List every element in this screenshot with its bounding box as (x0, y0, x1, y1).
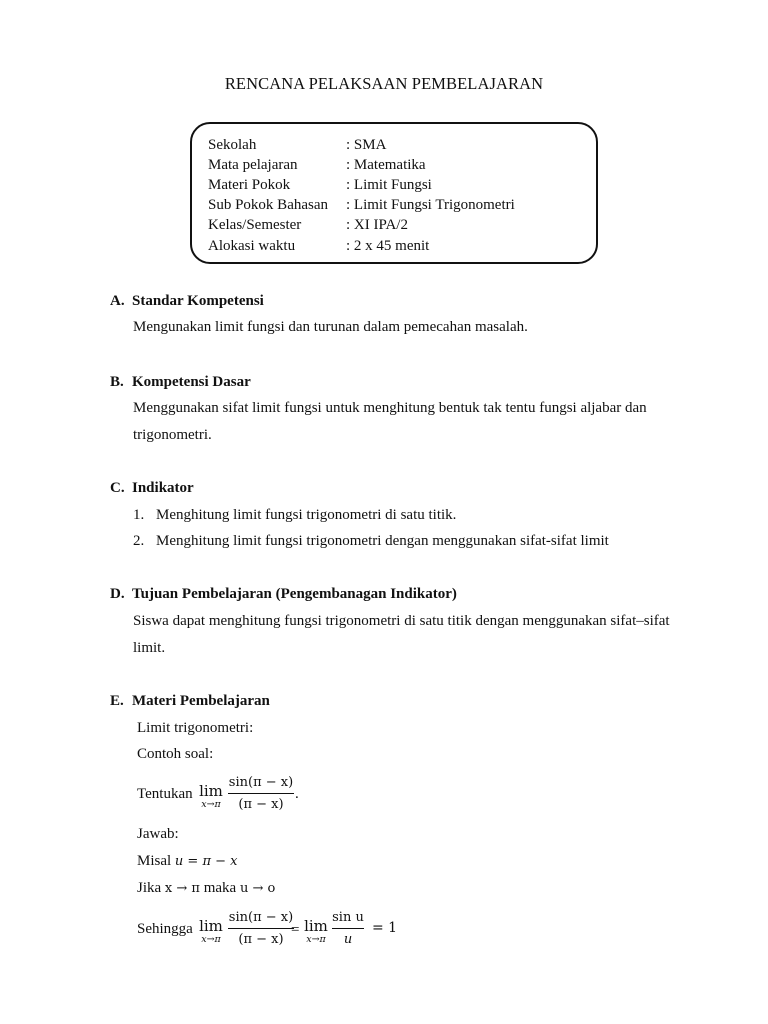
section-letter: D. (110, 586, 125, 602)
lim-word: lim (304, 917, 328, 935)
equals-sign: = (291, 922, 300, 938)
limit-operator (197, 919, 225, 945)
section-letter: E. (110, 693, 124, 709)
list-number: 1. (133, 507, 145, 523)
list-text: Menghitung limit fungsi trigonometri di satu titik. (156, 507, 457, 523)
section-title: Kompetensi Dasar (132, 374, 251, 390)
lim-subscript: x→π (201, 799, 221, 810)
section-a-text: Mengunakan limit fungsi dan turunan dalam pemecahan masalah. (133, 319, 528, 335)
fraction-numerator: sin(π − x) (228, 910, 294, 925)
maka-expression: u → o (239, 881, 276, 896)
limit-operator (302, 919, 330, 945)
section-letter: C. (110, 480, 125, 496)
fraction-denominator: (π − x) (238, 797, 284, 813)
list-number: 2. (133, 533, 145, 549)
fraction (228, 776, 294, 813)
section-d-text-line-2: limit. (133, 640, 166, 656)
info-value: : XI IPA/2 (346, 217, 408, 233)
jika-line (137, 879, 275, 897)
sehingga-label: Sehingga (137, 921, 193, 937)
section-d-text-line-1: Siswa dapat menghitung fungsi trigonometri di satu titik dengan menggunakan sifat–sifat (133, 613, 670, 629)
list-text: Menghitung limit fungsi trigonometri dengan menggunakan sifat-sifat limit (156, 533, 609, 549)
maka-label: maka (203, 880, 237, 896)
info-label: Mata pelajaran (208, 157, 298, 173)
jawab-label: Jawab: (137, 826, 179, 842)
tentukan-label: Tentukan (137, 786, 193, 802)
section-title: Tujuan Pembelajaran (Pengembanagan Indikator) (132, 586, 457, 602)
period: . (295, 786, 299, 802)
jika-expression: x → π (164, 881, 200, 896)
section-letter: A. (110, 293, 125, 309)
info-value: : Limit Fungsi (346, 177, 432, 193)
section-heading-c (110, 479, 194, 497)
list-item (133, 506, 456, 524)
section-e-line-2: Contoh soal: (137, 746, 214, 762)
section-letter: B. (110, 374, 124, 390)
section-b-text-line-1: Menggunakan sifat limit fungsi untuk menghitung bentuk tak tentu fungsi aljabar dan (133, 400, 647, 416)
lim-word: lim (199, 782, 223, 800)
fraction-numerator: sin(π − x) (228, 775, 294, 790)
misal-expression: u = π − x (174, 854, 238, 869)
section-heading-b (110, 373, 251, 391)
result: = 1 (372, 920, 398, 936)
info-label: Sekolah (208, 137, 257, 153)
info-label: Kelas/Semester (208, 217, 302, 233)
fraction-denominator: (π − x) (238, 932, 284, 948)
info-value: : 2 x 45 menit (346, 238, 430, 254)
info-value: : Limit Fungsi Trigonometri (346, 197, 515, 213)
list-item (133, 532, 609, 550)
section-e-line-1: Limit trigonometri: (137, 720, 254, 736)
section-b-text-line-2: trigonometri. (133, 427, 212, 443)
lim-subscript: x→π (201, 934, 221, 945)
fraction-bar (228, 793, 294, 794)
misal-label: Misal (137, 853, 172, 869)
limit-operator (197, 784, 225, 810)
info-label: Sub Pokok Bahasan (208, 197, 328, 213)
section-title: Standar Kompetensi (132, 293, 264, 309)
document-title: RENCANA PELAKSAAN PEMBELAJARAN (224, 74, 544, 93)
misal-line (137, 852, 237, 870)
section-heading-a (110, 292, 264, 310)
section-title: Materi Pembelajaran (132, 693, 270, 709)
fraction-bar (228, 928, 294, 929)
info-box (190, 122, 598, 264)
jika-label: Jika (137, 880, 162, 896)
section-heading-e (110, 692, 270, 710)
info-value: : Matematika (346, 157, 426, 173)
fraction-bar (332, 928, 364, 929)
fraction (228, 911, 294, 948)
info-value: : SMA (346, 137, 387, 153)
lim-word: lim (199, 917, 223, 935)
fraction-denominator: u (343, 932, 353, 948)
fraction-numerator: sin u (332, 910, 364, 925)
info-label: Alokasi waktu (208, 238, 296, 254)
section-title: Indikator (132, 480, 194, 496)
lim-subscript: x→π (306, 934, 326, 945)
info-label: Materi Pokok (208, 177, 291, 193)
fraction (332, 911, 364, 948)
section-heading-d (110, 585, 457, 603)
